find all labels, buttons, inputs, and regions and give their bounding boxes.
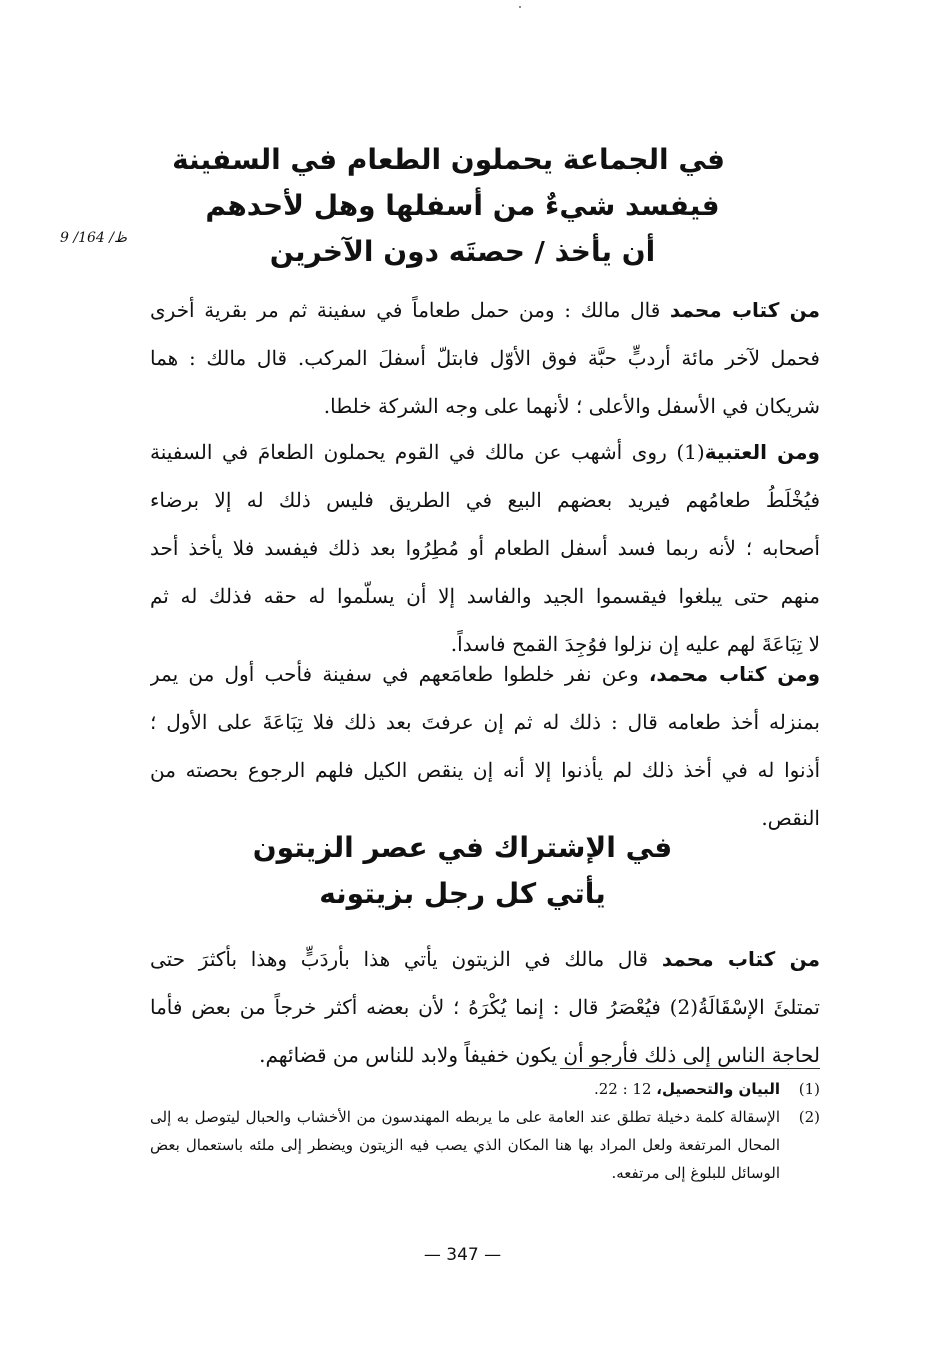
text-line: تمتلئَ الإسْقَالَةُ(2) فيُعْصَرُ قال : إنما يُكْرَهُ ؛ لأن بعضه أكثر خرجاً من بعض فأما: [150, 995, 820, 1019]
text-line: أذنوا له في أخذ ذلك لم يأذنوا إلا أنه إن ينقص الكيل فلهم الرجوع بحصته من: [150, 758, 820, 782]
paragraph-3: [150, 650, 820, 842]
footnote: [150, 1075, 820, 1103]
footnote-text: الإسقالة كلمة دخيلة تطلق عند العامة على ما يربطه المهندسون من الأخشاب والحبال ليتوصل به إلى المحال المرتفعة ولعل المراد بها هنا المكان الذي يصب فيه الزيتون ويضطر إلى ملئه باستعمال بعض الوسائل للبلوغ إلى مرتفعه.: [150, 1108, 780, 1182]
text-line: من كتاب محمد قال مالك في الزيتون يأتي هذا بأردَبٍّ وهذا بأكثرَ حتى: [150, 947, 820, 971]
footnote-number: (1): [798, 1080, 820, 1098]
text-line: أصحابه ؛ لأنه ربما فسد أسفل الطعام أو مُطِرُوا بعد ذلك فيفسد فلا يأخذ أحد: [150, 536, 820, 560]
manuscript-folio-note: 9 /164 /ظ: [60, 230, 127, 246]
text-line: فيُخْلَطُ طعامُهم فيريد بعضهم البيع في الطريق فليس ذلك له إلا برضاء: [150, 488, 820, 512]
text-line: بمنزله أخذ طعامه قال : ذلك له ثم إن عرفتَ بعد ذلك فلا تِبَاعَةَ على الأول ؛: [150, 710, 820, 734]
text-line: ومن كتاب محمد، وعن نفر خلطوا طعامَعهم في سفينة فأحب أول من يمر: [150, 662, 820, 686]
text-line: ومن العتبية(1) روى أشهب عن مالك في القوم يحملون الطعامَ في السفينة: [150, 440, 820, 464]
paragraph-2: [150, 428, 820, 668]
page-number: — 347 —: [423, 1245, 502, 1265]
heading-line: في الجماعة يحملون الطعام في السفينة: [172, 143, 725, 176]
text-line: شريكان في الأسفل والأعلى ؛ لأنهما على وجه الشركة خلطا.: [323, 394, 820, 418]
paragraph-4: [150, 935, 820, 1079]
heading-line: في الإشتراك في عصر الزيتون: [252, 831, 673, 864]
footnote-number: (2): [798, 1108, 820, 1126]
heading-line: يأتي كل رجل بزيتونه: [319, 877, 606, 910]
footnote-divider: [560, 1068, 820, 1069]
text-line: النقص.: [761, 806, 820, 830]
footnote: [150, 1103, 820, 1187]
scan-speck: [519, 6, 521, 8]
paragraph-1: [150, 286, 820, 430]
footnotes: [150, 1075, 820, 1187]
text-line: منهم حتى يبلغوا فيقسموا الجيد والفاسد إلا أن يسلّموا له حقه فذلك له ثم: [150, 584, 820, 608]
text-line: من كتاب محمد قال مالك : ومن حمل طعاماً في سفينة ثم مر بقرية أخرى: [150, 298, 820, 322]
section-heading-1: [172, 137, 725, 275]
footnote-text: البيان والتحصيل، 12 : 22.: [593, 1080, 780, 1098]
text-line: لحاجة الناس إلى ذلك فأرجو أن يكون خفيفاً ولابد للناس من قضائهم.: [259, 1043, 820, 1067]
heading-line: أن يأخذ / حصتَه دون الآخرين: [269, 235, 656, 268]
heading-line: فيفسد شيءٌ من أسفلها وهل لأحدهم: [205, 189, 720, 222]
text-line: لا تِبَاعَةَ لهم عليه إن نزلوا فوُجِدَ القمح فاسداً.: [450, 632, 820, 656]
section-heading-2: [200, 825, 725, 917]
text-line: فحمل لآخر مائة أردبٍّ حبَّة فوق الأوّل فابتلّ أسفلَ المركب. قال مالك : هما: [150, 346, 820, 370]
